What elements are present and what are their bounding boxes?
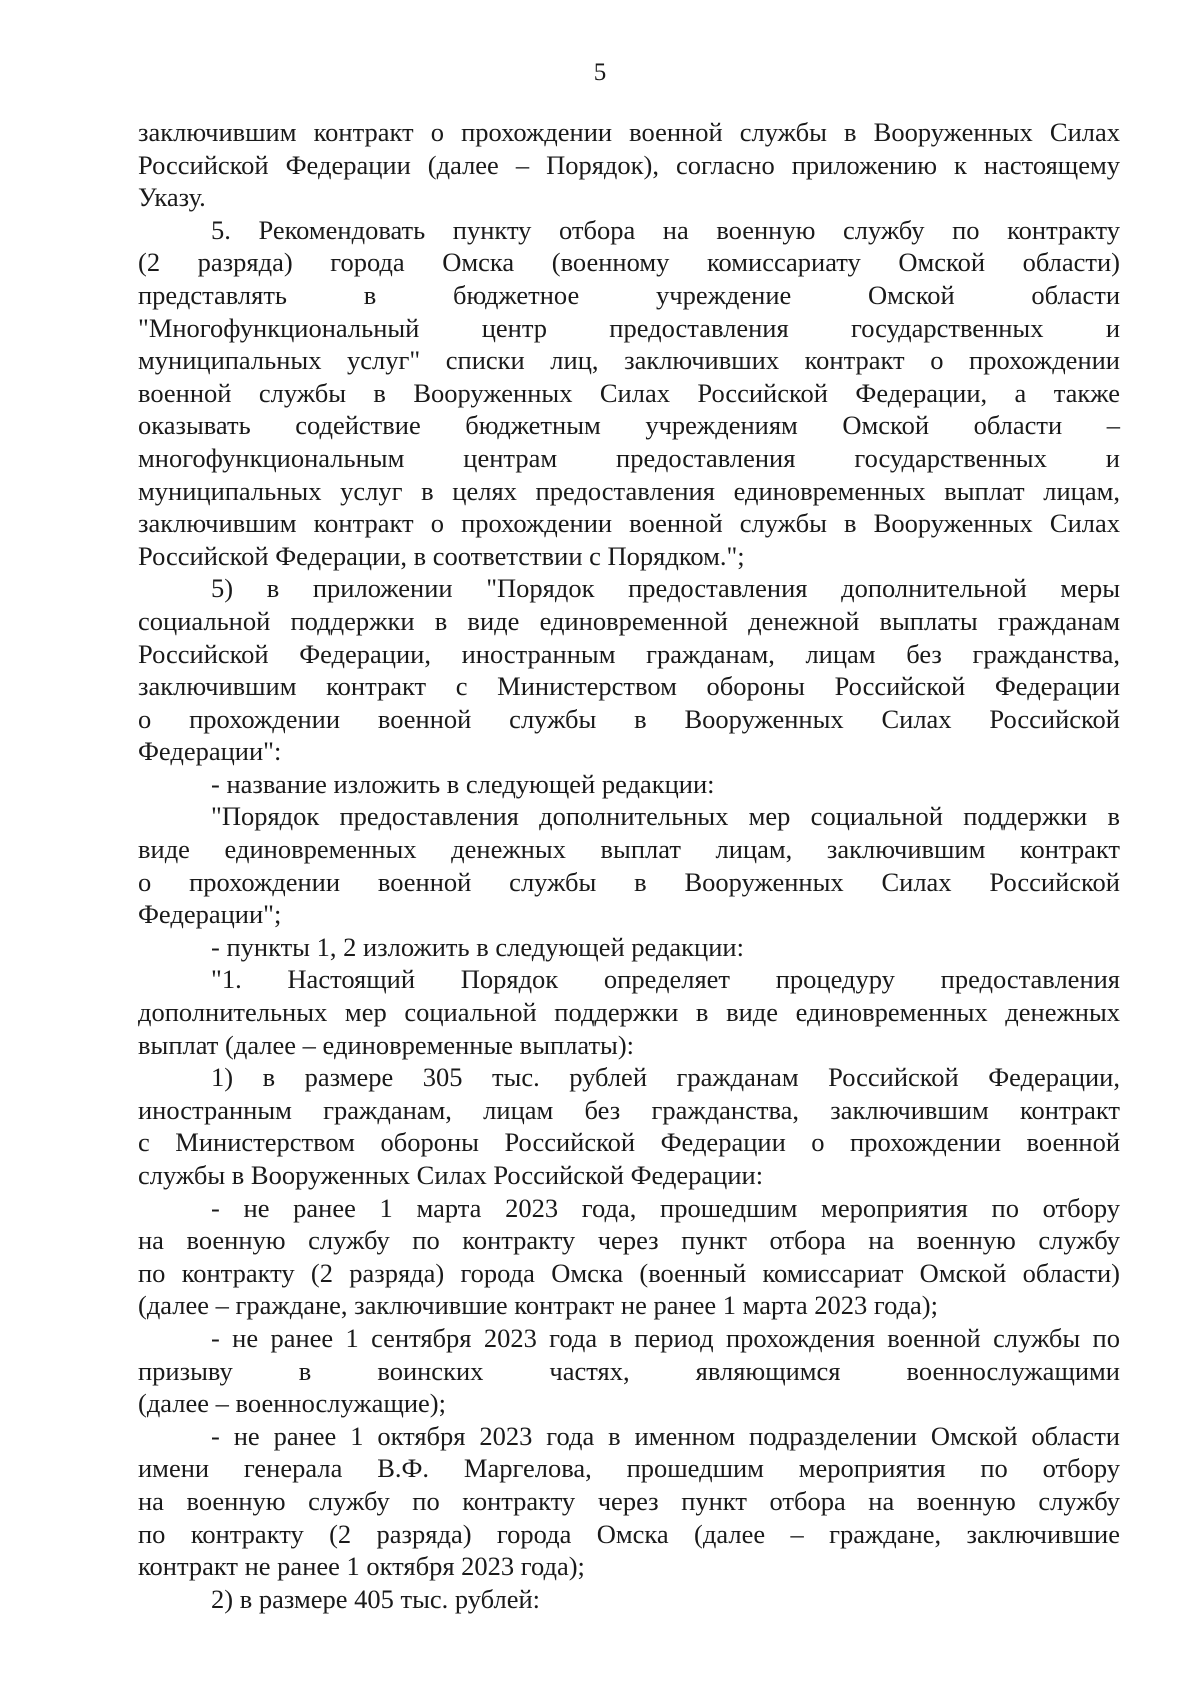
text-line: "Многофункциональный центр предоставления государственных и bbox=[138, 312, 1120, 343]
text-line: (далее – военнослужащие); bbox=[138, 1388, 446, 1419]
text-line: контракт не ранее 1 октября 2023 года); bbox=[138, 1551, 585, 1582]
text-line: по контракту (2 разряда) города Омска (далее – граждане, заключившие bbox=[138, 1518, 1120, 1549]
text-line: дополнительных мер социальной поддержки в виде единовременных денежных bbox=[138, 997, 1120, 1028]
text-line: 5) в приложении "Порядок предоставления дополнительной меры bbox=[211, 573, 1120, 604]
text-line: Федерации"; bbox=[138, 899, 282, 930]
text-line: "Порядок предоставления дополнительных мер социальной поддержки в bbox=[211, 801, 1120, 832]
text-line: оказывать содействие бюджетным учреждениям Омской области – bbox=[138, 410, 1120, 441]
text-line: - название изложить в следующей редакции: bbox=[211, 768, 715, 799]
text-line: - не ранее 1 марта 2023 года, прошедшим мероприятия по отбору bbox=[211, 1192, 1120, 1223]
text-line: с Министерством обороны Российской Федерации о прохождении военной bbox=[138, 1127, 1120, 1158]
text-line: о прохождении военной службы в Вооруженных Силах Российской bbox=[138, 703, 1120, 734]
page-number: 5 bbox=[593, 59, 607, 86]
text-line: о прохождении военной службы в Вооруженных Силах Российской bbox=[138, 866, 1120, 897]
text-line: Федерации": bbox=[138, 736, 282, 767]
text-line: имени генерала В.Ф. Маргелова, прошедшим мероприятия по отбору bbox=[138, 1453, 1120, 1484]
text-line: (далее – граждане, заключившие контракт не ранее 1 марта 2023 года); bbox=[138, 1290, 938, 1321]
text-line: призыву в воинских частях, являющимся военнослужащими bbox=[138, 1355, 1120, 1386]
text-line: Указу. bbox=[138, 182, 206, 213]
text-line: 1) в размере 305 тыс. рублей гражданам Российской Федерации, bbox=[211, 1062, 1120, 1093]
text-line: военной службы в Вооруженных Силах Российской Федерации, а также bbox=[138, 377, 1120, 408]
text-line: муниципальных услуг" списки лиц, заключивших контракт о прохождении bbox=[138, 345, 1120, 376]
text-line: заключившим контракт о прохождении военной службы в Вооруженных Силах bbox=[138, 117, 1120, 147]
text-line: службы в Вооруженных Силах Российской Федерации: bbox=[138, 1160, 764, 1190]
text-line: Российской Федерации (далее – Порядок), согласно приложению к настоящему bbox=[138, 149, 1120, 180]
text-line: муниципальных услуг в целях предоставления единовременных выплат лицам, bbox=[138, 475, 1120, 506]
text-line: социальной поддержки в виде единовременной денежной выплаты гражданам bbox=[138, 605, 1120, 636]
text-line: (2 разряда) города Омска (военному комиссариату Омской области) bbox=[138, 247, 1120, 278]
text-line: на военную службу по контракту через пункт отбора на военную службу bbox=[138, 1225, 1120, 1256]
text-line: заключившим контракт с Министерством обороны Российской Федерации bbox=[138, 671, 1120, 702]
text-line: по контракту (2 разряда) города Омска (военный комиссариат Омской области) bbox=[138, 1257, 1120, 1288]
text-line: заключившим контракт о прохождении военной службы в Вооруженных Силах bbox=[138, 508, 1120, 539]
text-line: - не ранее 1 октября 2023 года в именном подразделении Омской области bbox=[211, 1420, 1120, 1451]
text-line: 2) в размере 405 тыс. рублей: bbox=[211, 1583, 541, 1614]
text-line: на военную службу по контракту через пункт отбора на военную службу bbox=[138, 1485, 1120, 1516]
text-line: Российской Федерации, иностранным гражданам, лицам без гражданства, bbox=[138, 638, 1120, 669]
text-line: представлять в бюджетное учреждение Омской области bbox=[138, 279, 1120, 310]
document-body bbox=[138, 116, 1120, 1615]
text-line: - пункты 1, 2 изложить в следующей редакции: bbox=[211, 931, 744, 962]
text-line: выплат (далее – единовременные выплаты): bbox=[138, 1029, 635, 1060]
text-line: иностранным гражданам, лицам без гражданства, заключившим контракт bbox=[138, 1094, 1120, 1125]
text-line: - не ранее 1 сентября 2023 года в период прохождения военной службы по bbox=[211, 1322, 1120, 1353]
text-line: Российской Федерации, в соответствии с Порядком."; bbox=[138, 540, 745, 571]
text-line: "1. Настоящий Порядок определяет процедуру предоставления bbox=[211, 964, 1120, 995]
text-line: виде единовременных денежных выплат лицам, заключившим контракт bbox=[138, 834, 1120, 865]
text-line: 5. Рекомендовать пункту отбора на военную службу по контракту bbox=[211, 214, 1120, 245]
text-line: многофункциональным центрам предоставления государственных и bbox=[138, 442, 1120, 473]
